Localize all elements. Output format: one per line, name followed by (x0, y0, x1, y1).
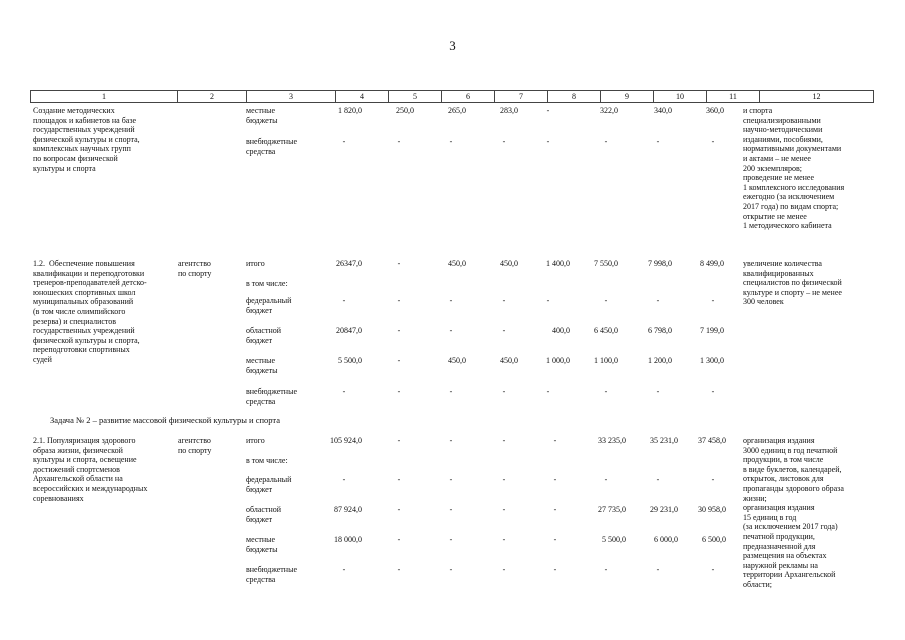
row-a-extra-c7: - (502, 137, 506, 146)
row-c-source-reg: областной бюджет (246, 505, 282, 524)
row-c-local-c7: - (502, 535, 506, 544)
row-c-local-c4: 18 000,0 (334, 535, 362, 544)
row-c-total-c6: - (449, 436, 453, 445)
row-b-total-c11: 8 499,0 (700, 259, 724, 268)
row-a-extra-c5: - (397, 137, 401, 146)
row-c-result: организация издания 3000 единиц в год печатной продукции, в том числе в виде буклетов, календарей, открыток, листовок для пропаганды здорового образа жизни; организация издания 15 единиц в год (за исключением 2017 года) печатной продукции, предназначенной для размещения на объектах наружной рекламы на территории Архангельской области; (743, 436, 844, 589)
row-c-local-c8: - (553, 535, 557, 544)
row-a-local-c8: - (546, 106, 550, 115)
row-b-fed-c4: - (342, 296, 346, 305)
row-c-total-c10: 35 231,0 (650, 436, 678, 445)
row-a-extra-c6: - (449, 137, 453, 146)
row-c-local-c10: 6 000,0 (654, 535, 678, 544)
row-c-source-local: местные бюджеты (246, 535, 278, 554)
row-c-extra-c5: - (397, 565, 401, 574)
row-a-extra-c4: - (342, 137, 346, 146)
row-c-source-total: итого (246, 436, 265, 445)
row-b-source-total: итого (246, 259, 265, 268)
row-b-fed-c9: - (604, 296, 608, 305)
row-b-source-fed: федеральный бюджет (246, 296, 292, 315)
row-b-total-c6: 450,0 (448, 259, 466, 268)
row-b-local-c9: 1 100,0 (594, 356, 618, 365)
row-b-source-local: местные бюджеты (246, 356, 278, 375)
row-b-local-c8: 1 000,0 (546, 356, 570, 365)
page-number: 3 (449, 38, 456, 53)
row-b-fed-c11: - (711, 296, 715, 305)
row-c-extra-c10: - (656, 565, 660, 574)
row-b-local-c5: - (397, 356, 401, 365)
row-c-reg-c5: - (397, 505, 401, 514)
row-b-local-c10: 1 200,0 (648, 356, 672, 365)
row-c-total-c5: - (397, 436, 401, 445)
row-b-local-c6: 450,0 (448, 356, 466, 365)
row-c-local-c11: 6 500,0 (702, 535, 726, 544)
header-col-7: 7 (494, 91, 547, 102)
row-b-reg-c6: - (449, 326, 453, 335)
row-c-reg-c4: 87 924,0 (334, 505, 362, 514)
row-c-reg-c10: 29 231,0 (650, 505, 678, 514)
row-b-extra-c10: - (656, 387, 660, 396)
row-b-extra-c6: - (449, 387, 453, 396)
row-c-fed-c4: - (342, 475, 346, 484)
row-c-fed-c5: - (397, 475, 401, 484)
row-b-reg-c11: 7 199,0 (700, 326, 724, 335)
row-a-source-extra: внебюджетные средства (246, 137, 297, 156)
row-c-total-c9: 33 235,0 (598, 436, 626, 445)
row-b-result: увеличение количества квалифицированных специалистов по физической культуре и спорту – не менее 300 человек (743, 259, 842, 307)
header-col-9: 9 (600, 91, 653, 102)
row-a-extra-c11: - (711, 137, 715, 146)
header-col-10: 10 (653, 91, 706, 102)
row-c-local-c9: 5 500,0 (602, 535, 626, 544)
row-b-local-c4: 5 500,0 (338, 356, 362, 365)
row-c-fed-c10: - (656, 475, 660, 484)
row-c-fed-c11: - (711, 475, 715, 484)
row-c-source-fed: федеральный бюджет (246, 475, 292, 494)
row-c-source-incl: в том числе: (246, 456, 288, 465)
header-col-1: 1 (30, 91, 177, 102)
row-b-extra-c7: - (502, 387, 506, 396)
row-a-source-local: местные бюджеты (246, 106, 278, 125)
row-c-reg-c7: - (502, 505, 506, 514)
row-c-agency: агентство по спорту (178, 436, 212, 455)
header-col-5: 5 (388, 91, 441, 102)
row-c-total-c11: 37 458,0 (698, 436, 726, 445)
row-b-reg-c10: 6 798,0 (648, 326, 672, 335)
row-c-reg-c11: 30 958,0 (698, 505, 726, 514)
row-b-source-extra: внебюджетные средства (246, 387, 297, 406)
row-a-title: Создание методических площадок и кабинетов на базе государственных учреждений физической культуры и спорта, комплексных научных групп по вопросам физической культуры и спорта (33, 106, 140, 173)
row-c-fed-c7: - (502, 475, 506, 484)
row-c-fed-c8: - (553, 475, 557, 484)
row-c-title: 2.1. Популяризация здорового образа жизни, физической культуры и спорта, освещение достижений спортсменов Архангельской области на всероссийских и международных соревнованиях (33, 436, 148, 503)
row-a-local-c6: 265,0 (448, 106, 466, 115)
row-a-extra-c8: - (546, 137, 550, 146)
row-c-local-c5: - (397, 535, 401, 544)
row-b-reg-c7: - (502, 326, 506, 335)
row-c-source-extra: внебюджетные средства (246, 565, 297, 584)
row-b-total-c9: 7 550,0 (594, 259, 618, 268)
row-a-extra-c9: - (604, 137, 608, 146)
row-b-total-c8: 1 400,0 (546, 259, 570, 268)
row-b-total-c7: 450,0 (500, 259, 518, 268)
row-b-source-incl: в том числе: (246, 279, 288, 288)
row-c-local-c6: - (449, 535, 453, 544)
row-c-fed-c9: - (604, 475, 608, 484)
header-col-3: 3 (246, 91, 335, 102)
row-c-reg-c8: - (553, 505, 557, 514)
row-b-total-c5: - (397, 259, 401, 268)
row-b-reg-c5: - (397, 326, 401, 335)
row-b-extra-c9: - (604, 387, 608, 396)
row-a-local-c5: 250,0 (396, 106, 414, 115)
row-b-fed-c8: - (546, 296, 550, 305)
row-a-local-c11: 360,0 (706, 106, 724, 115)
row-c-total-c4: 105 924,0 (330, 436, 362, 445)
row-b-extra-c11: - (711, 387, 715, 396)
row-c-fed-c6: - (449, 475, 453, 484)
row-a-local-c10: 340,0 (654, 106, 672, 115)
row-b-extra-c4: - (342, 387, 346, 396)
row-c-extra-c11: - (711, 565, 715, 574)
row-c-total-c7: - (502, 436, 506, 445)
row-b-reg-c9: 6 450,0 (594, 326, 618, 335)
row-b-agency: агентство по спорту (178, 259, 212, 278)
row-b-extra-c8: - (546, 387, 550, 396)
task-heading: Задача № 2 – развитие массовой физической культуры и спорта (50, 415, 281, 425)
row-b-reg-c4: 20847,0 (336, 326, 362, 335)
row-a-local-c9: 322,0 (600, 106, 618, 115)
row-c-extra-c7: - (502, 565, 506, 574)
row-b-fed-c5: - (397, 296, 401, 305)
header-col-11: 11 (706, 91, 759, 102)
row-c-reg-c9: 27 735,0 (598, 505, 626, 514)
row-b-fed-c7: - (502, 296, 506, 305)
row-a-extra-c10: - (656, 137, 660, 146)
row-a-local-c4: 1 820,0 (338, 106, 362, 115)
header-col-8: 8 (547, 91, 600, 102)
row-b-local-c7: 450,0 (500, 356, 518, 365)
row-a-local-c7: 283,0 (500, 106, 518, 115)
row-c-extra-c6: - (449, 565, 453, 574)
row-b-total-c10: 7 998,0 (648, 259, 672, 268)
row-b-reg-c8: 400,0 (552, 326, 570, 335)
row-c-extra-c4: - (342, 565, 346, 574)
row-a-result: и спорта специализированными научно-методическими изданиями, пособиями, нормативными документами и актами – не менее 200 экземпляров; проведение не менее 1 комплексного исследования ежегодно (за исключением 2017 года) по видам спорта; открытие не менее 1 методического кабинета (743, 106, 845, 231)
header-col-2: 2 (177, 91, 246, 102)
row-c-reg-c6: - (449, 505, 453, 514)
row-b-source-reg: областной бюджет (246, 326, 282, 345)
row-c-extra-c8: - (553, 565, 557, 574)
row-b-local-c11: 1 300,0 (700, 356, 724, 365)
row-c-total-c8: - (553, 436, 557, 445)
row-b-title: 1.2. Обеспечение повышения квалификации и переподготовки тренеров-преподавателей детско- юношеских спортивных школ муниципальных образований (в том числе олимпийского резерва) и специалистов государственных учреждений физической культуры и спорта, переподготовки спортивных судей (33, 259, 147, 364)
row-b-extra-c5: - (397, 387, 401, 396)
row-b-fed-c10: - (656, 296, 660, 305)
row-c-extra-c9: - (604, 565, 608, 574)
header-col-4: 4 (335, 91, 388, 102)
row-b-fed-c6: - (449, 296, 453, 305)
row-b-total-c4: 26347,0 (336, 259, 362, 268)
header-col-6: 6 (441, 91, 494, 102)
header-col-12: 12 (759, 91, 874, 102)
table-header (30, 90, 874, 103)
